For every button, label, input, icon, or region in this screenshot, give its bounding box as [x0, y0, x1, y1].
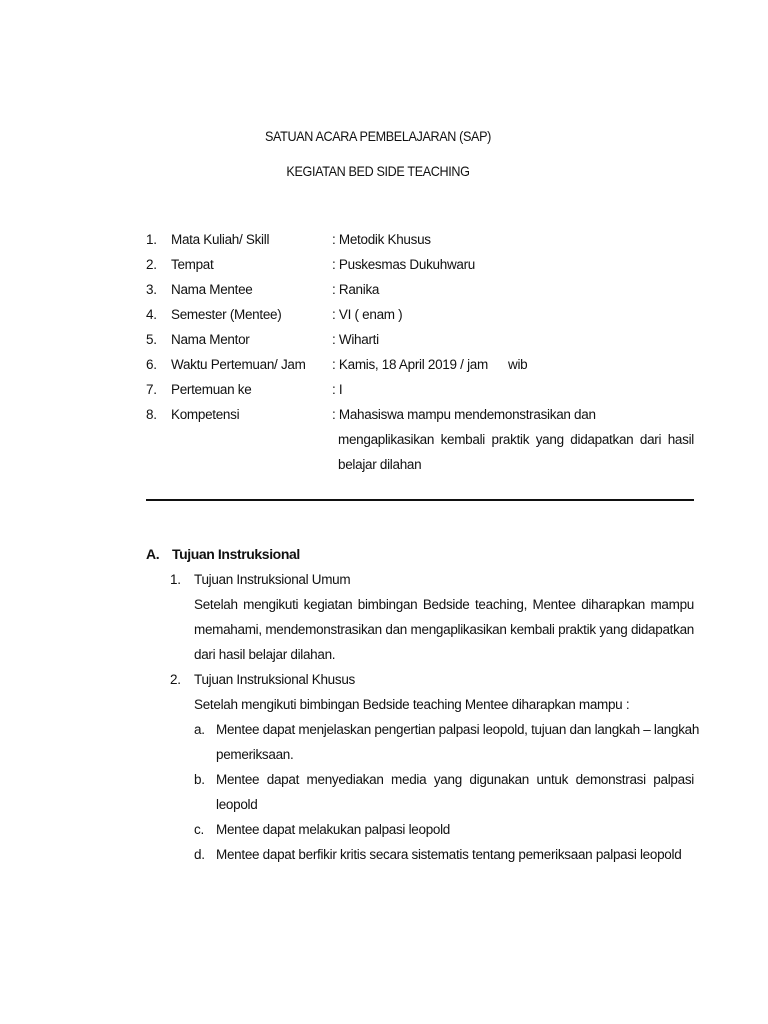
info-value: : Puskesmas Dukuhwaru — [332, 257, 476, 272]
info-number: 7. — [146, 382, 157, 397]
list-item-line: Mentee dapat menyediakan media yang digunakan untuk demonstrasi palpasi — [216, 772, 694, 787]
info-value: : Ranika — [332, 282, 380, 297]
info-value: : VI ( enam ) — [332, 307, 403, 322]
document-subtitle: KEGIATAN BED SIDE TEACHING — [286, 163, 470, 179]
list-item-line: leopold — [216, 797, 258, 812]
info-value: : Wiharti — [332, 332, 379, 347]
section-title: Tujuan Instruksional — [172, 546, 300, 562]
info-row-continuation — [146, 432, 696, 457]
subsection-number: 1. — [170, 572, 181, 587]
info-label: Nama Mentor — [171, 332, 250, 347]
info-row — [146, 307, 696, 332]
subsection-title: Tujuan Instruksional Umum — [194, 572, 351, 587]
subsection-number: 2. — [170, 672, 181, 687]
info-value: : I — [332, 382, 343, 397]
info-number: 1. — [146, 232, 157, 247]
info-number: 4. — [146, 307, 157, 322]
subsection-title: Tujuan Instruksional Khusus — [194, 672, 355, 687]
info-value-continuation: belajar dilahan — [338, 457, 422, 472]
info-row — [146, 232, 696, 257]
paragraph-line: memahami, mendemonstrasikan dan mengaplikasikan kembali praktik yang didapatkan — [194, 622, 694, 637]
paragraph-line: dari hasil belajar dilahan. — [194, 647, 336, 662]
list-item-line: Mentee dapat berfikir kritis secara sistematis tentang pemeriksaan palpasi leopold — [216, 847, 682, 862]
list-item-letter: d. — [194, 847, 205, 862]
info-number: 6. — [146, 357, 157, 372]
list-item-line: pemeriksaan. — [216, 747, 294, 762]
list-item-letter: a. — [194, 722, 205, 737]
paragraph-line: Setelah mengikuti bimbingan Bedside teaching Mentee diharapkan mampu : — [194, 697, 630, 712]
info-value-continuation: mengaplikasikan kembali praktik yang didapatkan dari hasil — [338, 432, 694, 447]
info-value: : Metodik Khusus — [332, 232, 431, 247]
info-number: 5. — [146, 332, 157, 347]
info-label: Waktu Pertemuan/ Jam — [171, 357, 306, 372]
section-letter: A. — [146, 546, 160, 562]
list-item-letter: b. — [194, 772, 205, 787]
list-item-line: Mentee dapat menjelaskan pengertian palpasi leopold, tujuan dan langkah – langkah — [216, 722, 700, 737]
info-value-suffix: wib — [508, 357, 528, 372]
info-number: 3. — [146, 282, 157, 297]
info-label: Semester (Mentee) — [171, 307, 282, 322]
info-label: Tempat — [171, 257, 214, 272]
info-number: 8. — [146, 407, 157, 422]
info-row-continuation — [146, 457, 696, 482]
horizontal-divider — [146, 499, 694, 501]
info-row — [146, 257, 696, 282]
info-label: Nama Mentee — [171, 282, 253, 297]
info-label: Kompetensi — [171, 407, 240, 422]
info-row — [146, 357, 696, 382]
info-value: : Kamis, 18 April 2019 / jam — [332, 357, 488, 372]
info-row — [146, 332, 696, 357]
info-row — [146, 282, 696, 307]
document-title: SATUAN ACARA PEMBELAJARAN (SAP) — [265, 128, 491, 144]
paragraph-line: Setelah mengikuti kegiatan bimbingan Bedside teaching, Mentee diharapkan mampu — [194, 597, 694, 612]
list-item-line: Mentee dapat melakukan palpasi leopold — [216, 822, 451, 837]
info-label: Mata Kuliah/ Skill — [171, 232, 270, 247]
info-row — [146, 407, 696, 432]
info-row — [146, 382, 696, 407]
info-value: : Mahasiswa mampu mendemonstrasikan dan — [332, 407, 596, 422]
info-list — [146, 232, 696, 482]
info-label: Pertemuan ke — [171, 382, 252, 397]
info-number: 2. — [146, 257, 157, 272]
list-item-letter: c. — [194, 822, 204, 837]
